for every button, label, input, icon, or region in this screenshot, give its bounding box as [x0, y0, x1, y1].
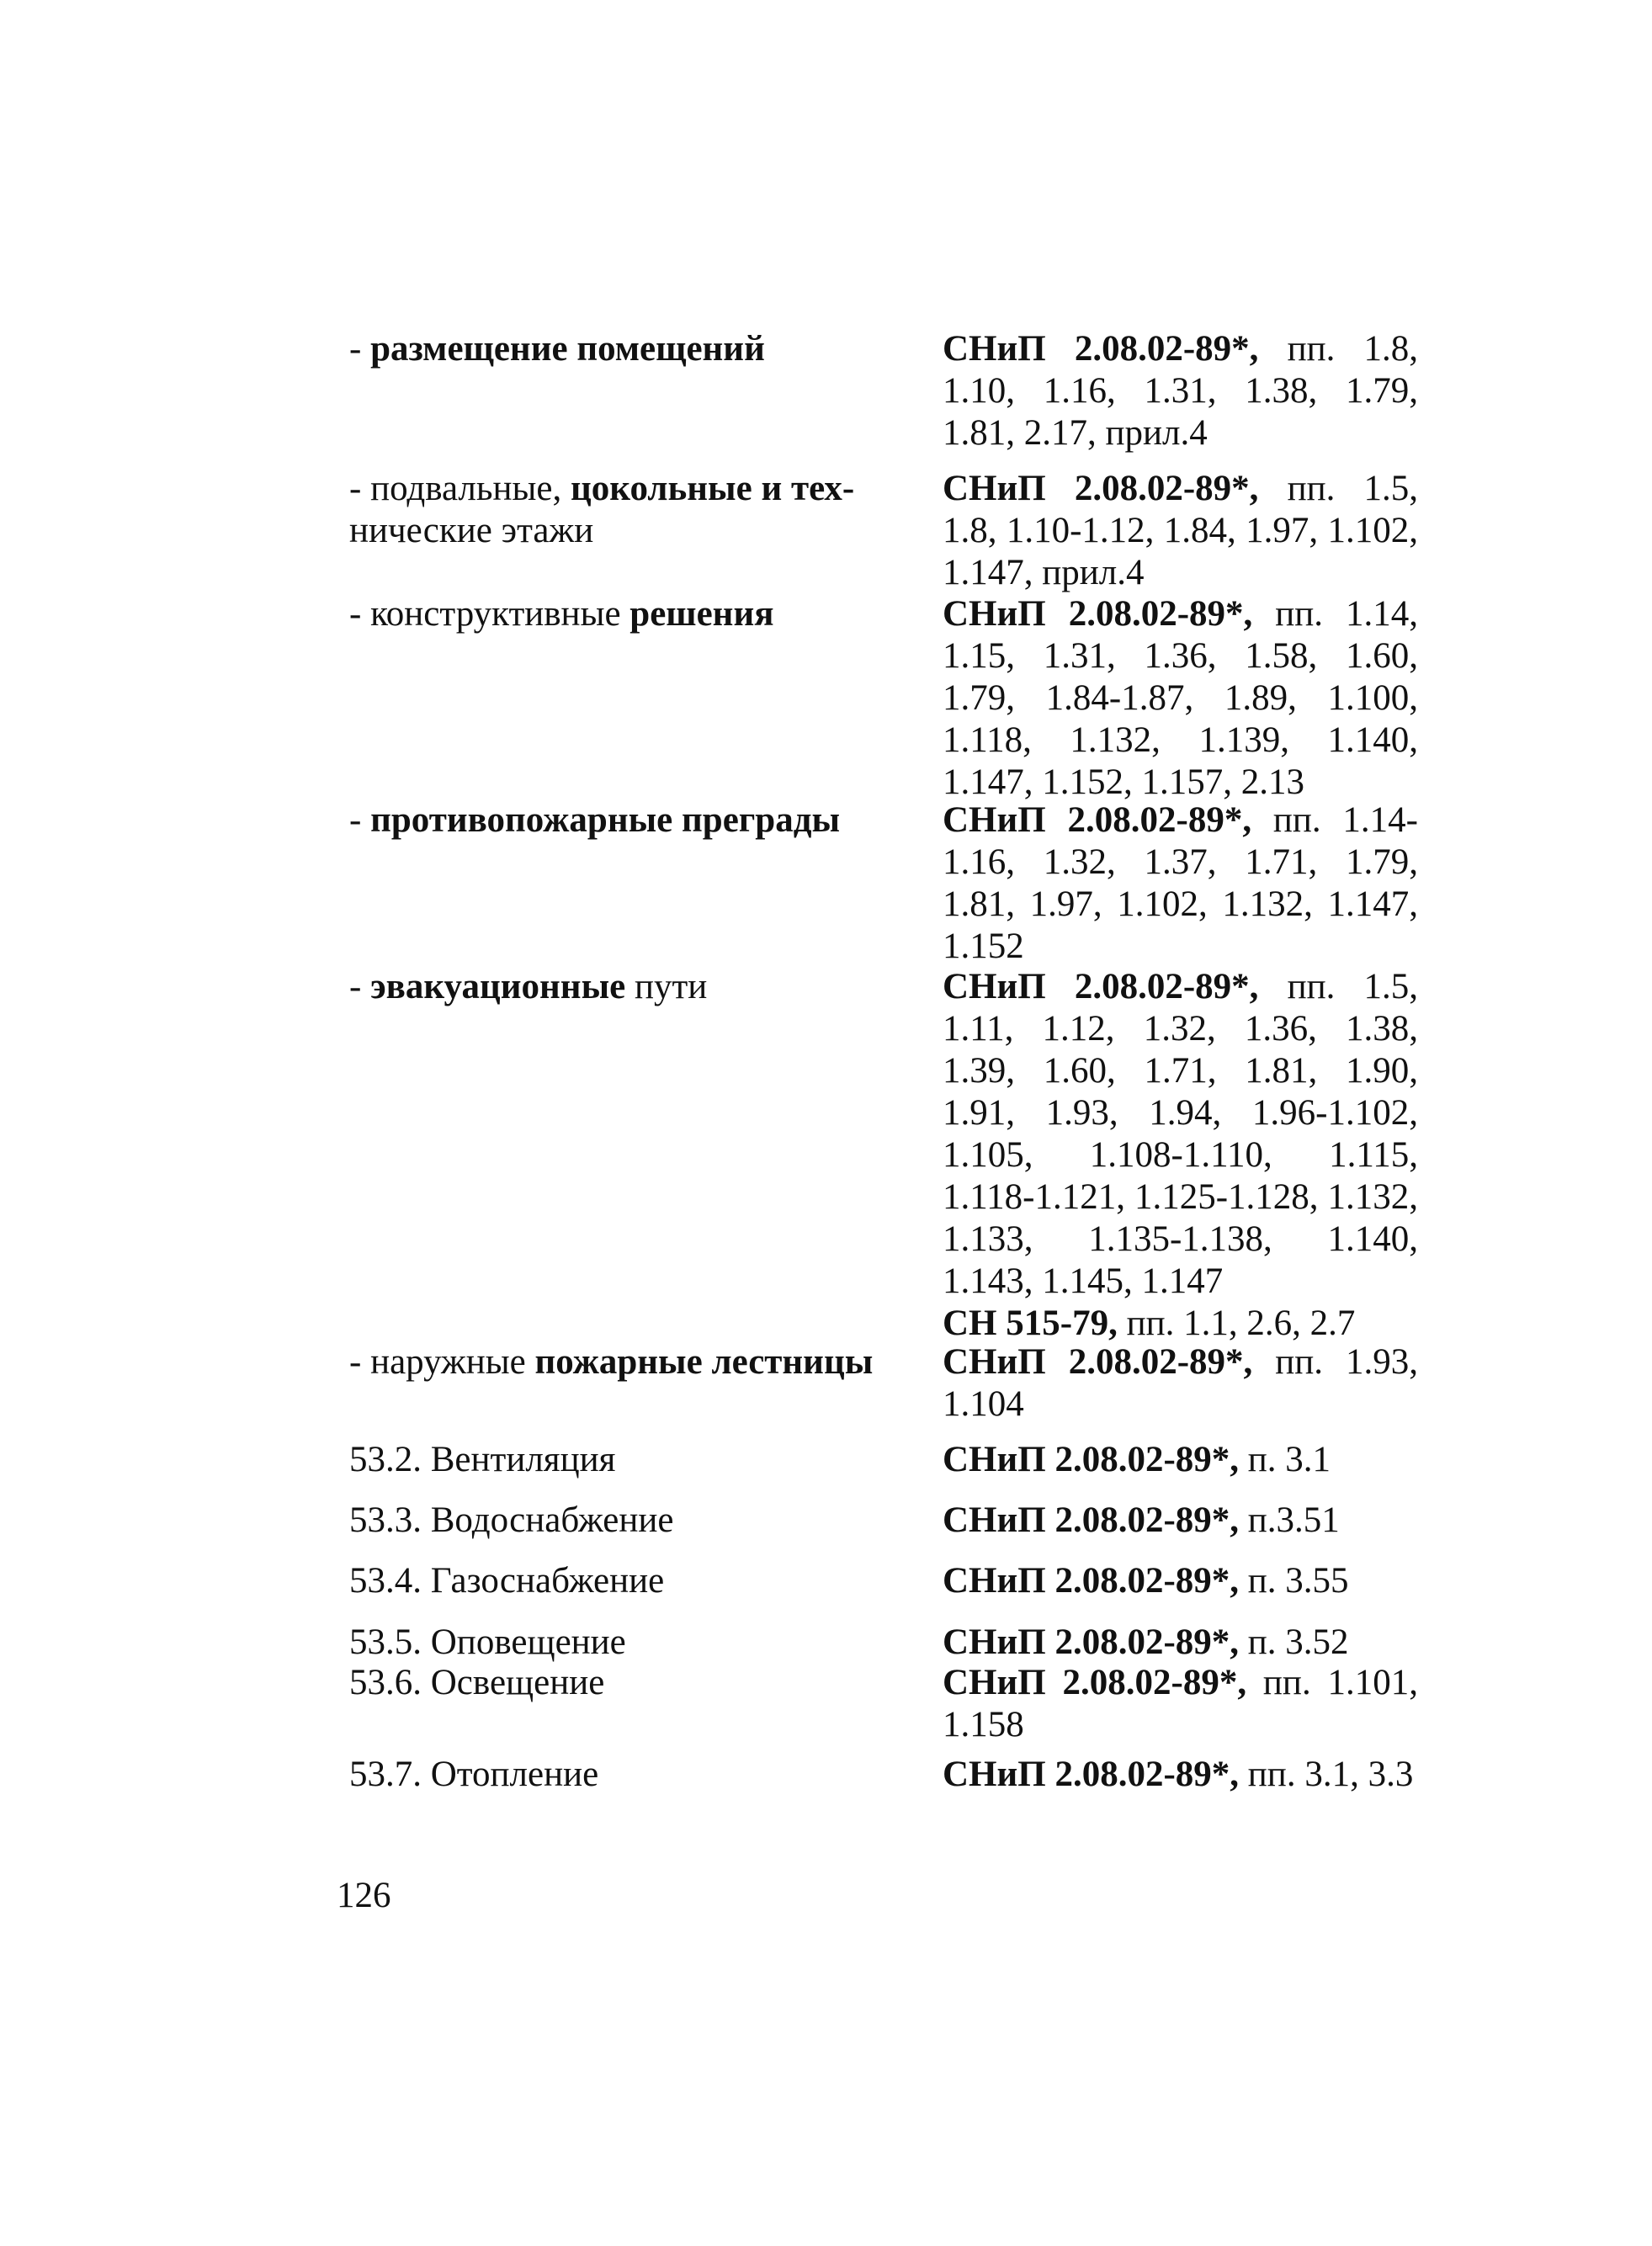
reference-code: СНиП 2.08.02-89*,: [943, 1500, 1240, 1540]
topic-cell: [349, 1754, 905, 1796]
reference-cell: [943, 1439, 1418, 1481]
reference-code: СНиП 2.08.02-89*,: [943, 1342, 1253, 1382]
reference-items: пп. 1.14-1.16, 1.32, 1.37, 1.71, 1.79, 1.81, 1.97, 1.102, 1.132, 1.147, 1.152: [943, 800, 1418, 966]
topic-prefix: - конструктивные: [349, 594, 630, 634]
reference-code: СНиП 2.08.02-89*,: [943, 1663, 1247, 1702]
reference-cell: [943, 966, 1418, 1345]
reference-code: СНиП 2.08.02-89*,: [943, 469, 1259, 508]
reference-items: п. 3.52: [1239, 1622, 1349, 1662]
topic-prefix: - наружные: [349, 1342, 535, 1382]
reference-code: СНиП 2.08.02-89*,: [943, 800, 1252, 840]
reference-cell: [943, 1754, 1418, 1796]
reference-code: СНиП 2.08.02-89*,: [943, 1561, 1240, 1601]
reference-cell: [943, 1500, 1418, 1542]
topic-prefix: 53.6. Освещение: [349, 1663, 605, 1702]
reference-items: п.3.51: [1239, 1500, 1340, 1540]
reference-code: СНиП 2.08.02-89*,: [943, 967, 1259, 1006]
topic-bold: решения: [629, 594, 774, 634]
reference-cell: [943, 1341, 1418, 1426]
reference-items: пп. 1.8, 1.10, 1.16, 1.31, 1.38, 1.79, 1.81, 2.17, прил.4: [943, 329, 1418, 453]
topic-prefix: 53.5. Оповещение: [349, 1622, 626, 1662]
topic-prefix: 53.7. Отопление: [349, 1755, 599, 1794]
topic-bold: пожарные лестницы: [534, 1342, 874, 1382]
reference-code: СНиП 2.08.02-89*,: [943, 1622, 1240, 1662]
topic-bold: цокольные и тех-: [570, 469, 855, 508]
reference-cell: [943, 593, 1418, 804]
topic-cell: [349, 1439, 905, 1481]
topic-prefix: -: [349, 800, 371, 840]
reference-group: [943, 966, 1418, 1303]
topic-cell: [349, 1560, 905, 1602]
topic-cell: [349, 328, 905, 370]
reference-items: пп. 1.5, 1.11, 1.12, 1.32, 1.36, 1.38, 1.39, 1.60, 1.71, 1.81, 1.90, 1.91, 1.93, 1.94, 1.96-1.102, 1.105, 1.108-1.110, 1.115, 1.118-1.121, 1.125-1.128, 1.132, 1.133, 1.135-1.138, 1.140, 1.143, 1.145, 1.147: [943, 967, 1418, 1301]
topic-prefix: -: [349, 329, 371, 369]
reference-code: СН 515-79,: [943, 1304, 1118, 1343]
reference-group: [943, 1303, 1418, 1345]
topic-prefix: - подвальные,: [349, 469, 571, 508]
reference-items: пп. 1.101, 1.158: [943, 1663, 1418, 1744]
reference-cell: [943, 328, 1418, 454]
reference-items: пп. 1.5, 1.8, 1.10-1.12, 1.84, 1.97, 1.102, 1.147, прил.4: [943, 469, 1418, 592]
reference-cell: [943, 1662, 1418, 1746]
topic-prefix: 53.4. Газоснабжение: [349, 1561, 665, 1601]
reference-code: СНиП 2.08.02-89*,: [943, 1755, 1240, 1794]
reference-items: пп. 1.1, 2.6, 2.7: [1117, 1304, 1356, 1343]
reference-code: СНиП 2.08.02-89*,: [943, 1440, 1240, 1479]
topic-bold: эвакуационные: [370, 967, 626, 1006]
reference-items: пп. 3.1, 3.3: [1239, 1755, 1414, 1794]
topic-prefix: 53.3. Водоснабжение: [349, 1500, 674, 1540]
page-number: 126: [337, 1876, 391, 1915]
topic-prefix: 53.2. Вентиляция: [349, 1440, 616, 1479]
reference-items: п. 3.1: [1239, 1440, 1331, 1479]
topic-bold: противопожарные преграды: [370, 800, 841, 840]
topic-cell: [349, 468, 905, 552]
reference-cell: [943, 799, 1418, 968]
topic-cell: [349, 593, 905, 635]
reference-items: пп. 1.14, 1.15, 1.31, 1.36, 1.58, 1.60, 1.79, 1.84-1.87, 1.89, 1.100, 1.118, 1.132, 1.139, 1.140, 1.147, 1.152, 1.157, 2.13: [943, 594, 1418, 802]
reference-cell: [943, 1622, 1418, 1664]
reference-cell: [943, 1560, 1418, 1602]
topic-cell: [349, 1341, 905, 1383]
topic-rest: нические этажи: [349, 511, 594, 550]
topic-prefix: -: [349, 967, 371, 1006]
topic-cell: [349, 1662, 905, 1704]
reference-cell: [943, 468, 1418, 594]
topic-cell: [349, 1500, 905, 1542]
topic-cell: [349, 799, 905, 842]
topic-rest: пути: [625, 967, 708, 1006]
reference-items: пп. 1.93, 1.104: [943, 1342, 1418, 1424]
topic-cell: [349, 966, 905, 1008]
reference-items: п. 3.55: [1239, 1561, 1349, 1601]
topic-cell: [349, 1622, 905, 1664]
reference-code: СНиП 2.08.02-89*,: [943, 329, 1259, 369]
reference-code: СНиП 2.08.02-89*,: [943, 594, 1253, 634]
topic-bold: размещение помещений: [370, 329, 765, 369]
